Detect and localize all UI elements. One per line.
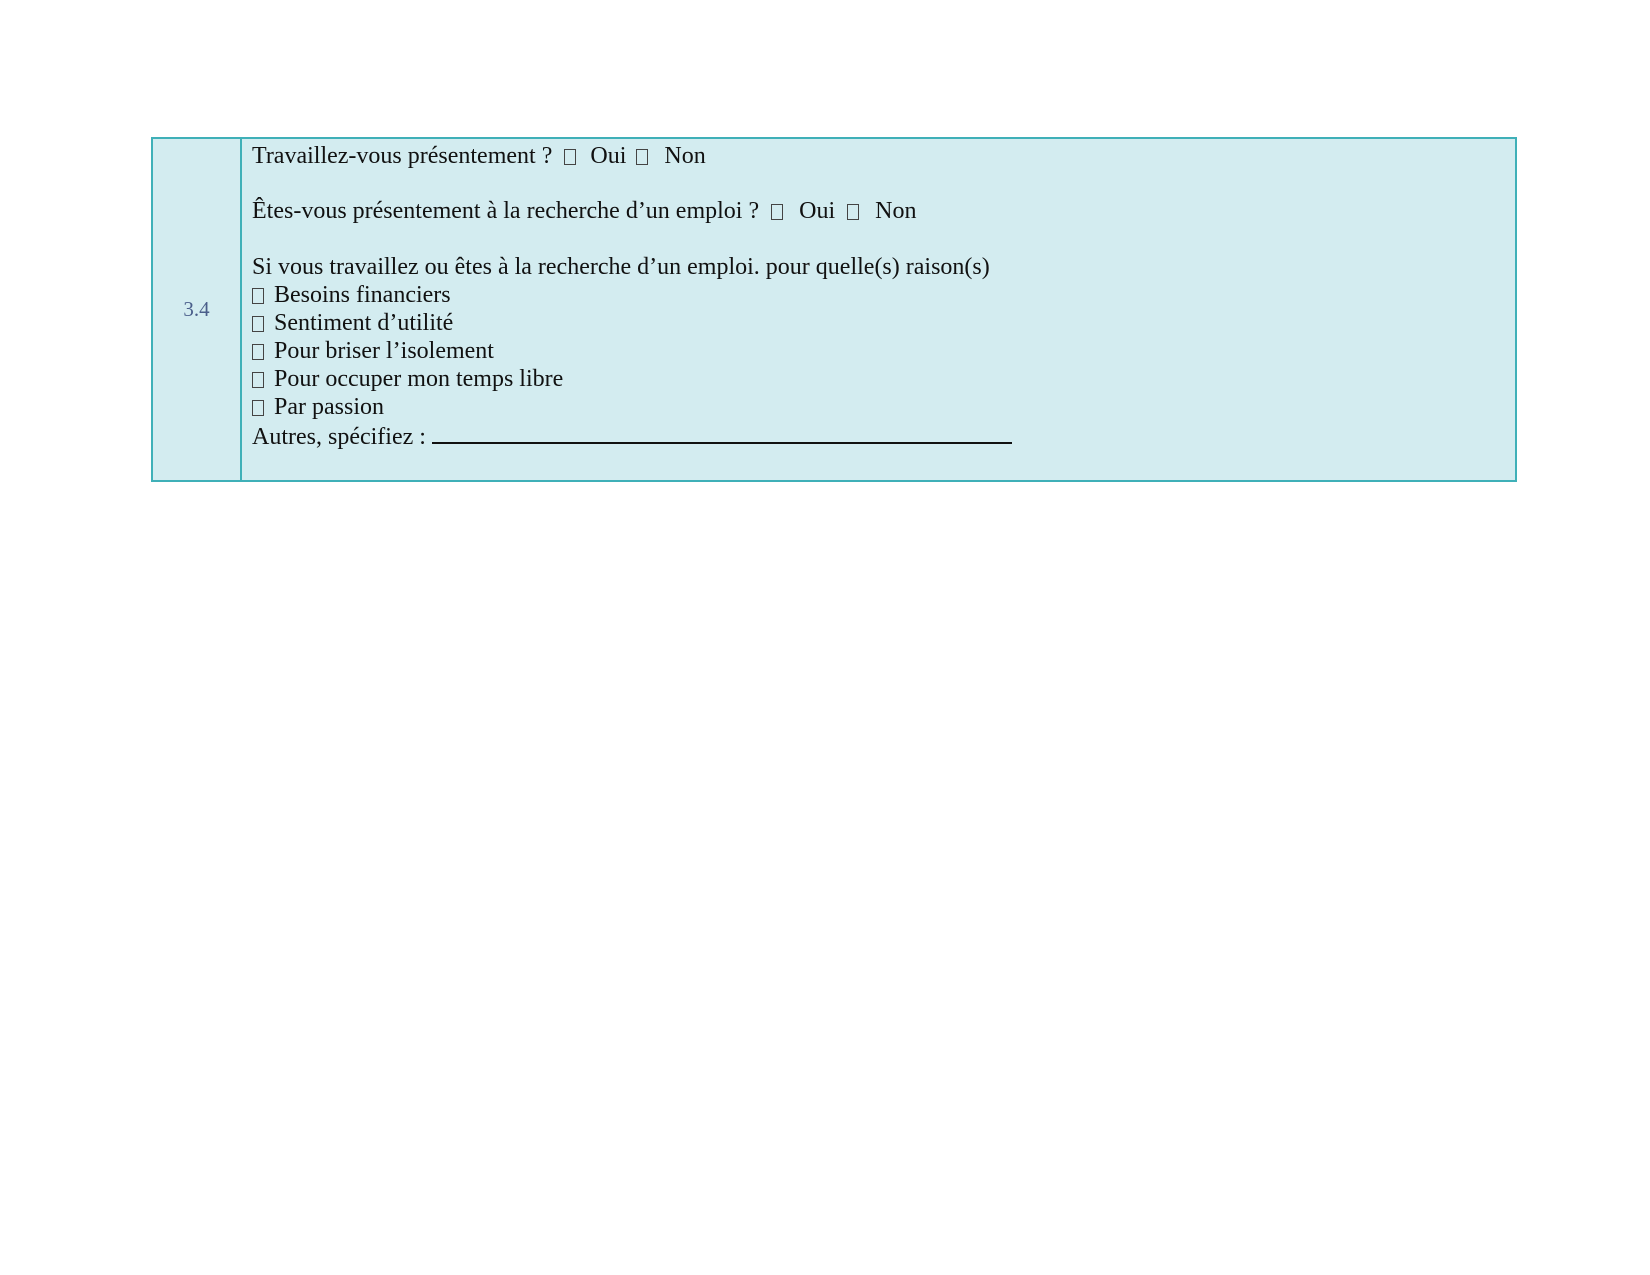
reason-checkbox[interactable] xyxy=(252,344,264,360)
working-now-row xyxy=(252,142,706,170)
other-reason-field[interactable] xyxy=(432,422,1012,444)
seeking-job-oui-label: Oui xyxy=(799,198,836,224)
reason-label: Besoins financiers xyxy=(274,282,451,308)
reason-checkbox[interactable] xyxy=(252,400,264,416)
reason-item xyxy=(252,337,494,365)
seeking-job-row xyxy=(252,197,916,225)
other-reason-label: Autres, spécifiez : xyxy=(252,424,426,450)
question-number: 3.4 xyxy=(183,297,210,321)
working-now-label: Travaillez-vous présentement ? xyxy=(252,143,553,169)
question-table xyxy=(151,137,1517,482)
question-content-cell xyxy=(242,139,1515,480)
reason-item xyxy=(252,393,384,421)
question-number-cell xyxy=(153,139,242,480)
reason-item xyxy=(252,281,451,309)
reason-label: Par passion xyxy=(274,394,384,420)
working-now-oui-label: Oui xyxy=(590,143,627,169)
reason-item xyxy=(252,309,453,337)
reason-label: Pour occuper mon temps libre xyxy=(274,366,564,392)
working-now-oui-checkbox[interactable] xyxy=(564,149,576,165)
working-now-non-checkbox[interactable] xyxy=(636,149,648,165)
seeking-job-non-checkbox[interactable] xyxy=(847,204,859,220)
reason-checkbox[interactable] xyxy=(252,316,264,332)
seeking-job-non-label: Non xyxy=(875,198,917,224)
reasons-intro: Si vous travaillez ou êtes à la recherche d’un emploi. pour quelle(s) raison(s) xyxy=(252,254,990,280)
reason-checkbox[interactable] xyxy=(252,372,264,388)
reason-label: Sentiment d’utilité xyxy=(274,310,454,336)
seeking-job-oui-checkbox[interactable] xyxy=(771,204,783,220)
reason-checkbox[interactable] xyxy=(252,288,264,304)
reason-item xyxy=(252,365,563,393)
reason-label: Pour briser l’isolement xyxy=(274,338,494,364)
seeking-job-label: Êtes-vous présentement à la recherche d’un emploi ? xyxy=(252,198,760,224)
working-now-non-label: Non xyxy=(664,143,706,169)
other-reason-row xyxy=(252,422,1012,451)
